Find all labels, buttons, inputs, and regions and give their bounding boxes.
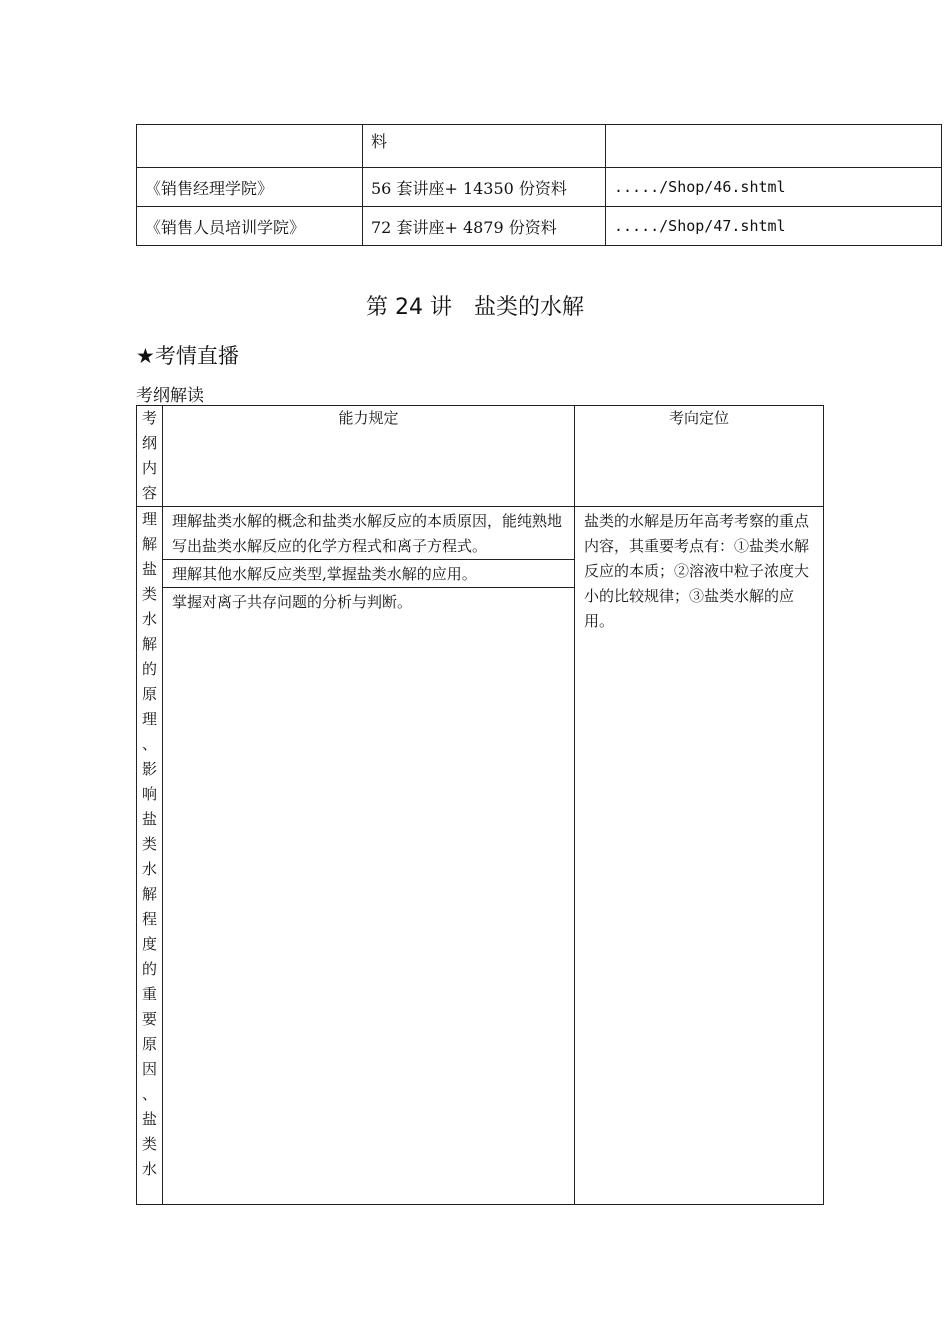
- table-row: [137, 507, 824, 1205]
- content-char: 理: [141, 710, 157, 728]
- content-char: 盐: [141, 560, 157, 578]
- content-char: 、: [141, 735, 157, 753]
- resource-content: 56 套讲座+ 14350 份资料: [363, 168, 606, 207]
- syllabus-table: [136, 405, 824, 1205]
- content-char: 的: [141, 660, 157, 678]
- syllabus-content-vertical: [137, 507, 163, 1205]
- resource-link[interactable]: ...../Shop/46.shtml: [606, 168, 942, 207]
- header-orientation: 考向定位: [575, 406, 824, 507]
- content-char: 盐: [141, 810, 157, 828]
- content-char: 响: [141, 785, 157, 803]
- content-char: 解: [141, 635, 157, 653]
- resource-table: [136, 124, 942, 246]
- content-char: 程: [141, 910, 157, 928]
- header-syllabus-content: [137, 406, 163, 507]
- content-char: 、: [141, 1085, 157, 1103]
- content-char: 原: [141, 1035, 157, 1053]
- header-char: 内: [141, 459, 157, 477]
- header-char: 容: [141, 484, 157, 502]
- table-row: [137, 207, 942, 246]
- resource-name: 《销售人员培训学院》: [137, 207, 363, 246]
- table-header-row: [137, 406, 824, 507]
- resource-content: 72 套讲座+ 4879 份资料: [363, 207, 606, 246]
- resource-content: 料: [363, 125, 606, 168]
- content-char: 理: [141, 510, 157, 528]
- table-row: [137, 125, 942, 168]
- content-char: 的: [141, 960, 157, 978]
- table-row: [137, 168, 942, 207]
- content-char: 影: [141, 760, 157, 778]
- content-char: 因: [141, 1060, 157, 1078]
- content-char: 水: [141, 860, 157, 878]
- header-char: 考: [141, 409, 157, 427]
- resource-name: [137, 125, 363, 168]
- content-char: 度: [141, 935, 157, 953]
- header-ability: 能力规定: [163, 406, 575, 507]
- content-char: 类: [141, 1135, 157, 1153]
- content-char: 水: [141, 610, 157, 628]
- ability-cell: [163, 507, 575, 1205]
- lecture-title: 第 24 讲 盐类的水解: [366, 295, 584, 320]
- content-char: 重: [141, 985, 157, 1003]
- resource-link[interactable]: ...../Shop/47.shtml: [606, 207, 942, 246]
- ability-item: 理解其他水解反应类型,掌握盐类水解的应用。: [163, 560, 574, 588]
- section-heading: ★考情直播: [136, 344, 239, 368]
- content-char: 类: [141, 835, 157, 853]
- content-char: 类: [141, 585, 157, 603]
- content-char: 要: [141, 1010, 157, 1028]
- header-char: 纲: [141, 434, 157, 452]
- content-char: 解: [141, 535, 157, 553]
- content-char: 解: [141, 885, 157, 903]
- subsection-heading: 考纲解读: [136, 386, 204, 406]
- content-char: 原: [141, 685, 157, 703]
- content-char: 盐: [141, 1110, 157, 1128]
- resource-link[interactable]: [606, 125, 942, 168]
- orientation-text: 盐类的水解是历年高考考察的重点内容，其重要考点有：①盐类水解反应的本质；②溶液中粒子浓度大小的比较规律；③盐类水解的应用。: [575, 507, 824, 1205]
- content-char: 水: [141, 1160, 157, 1178]
- resource-name: 《销售经理学院》: [137, 168, 363, 207]
- ability-item: 掌握对离子共存问题的分析与判断。: [172, 593, 413, 611]
- ability-item: 理解盐类水解的概念和盐类水解反应的本质原因，能纯熟地写出盐类水解反应的化学方程式和离子方程式。: [163, 507, 574, 560]
